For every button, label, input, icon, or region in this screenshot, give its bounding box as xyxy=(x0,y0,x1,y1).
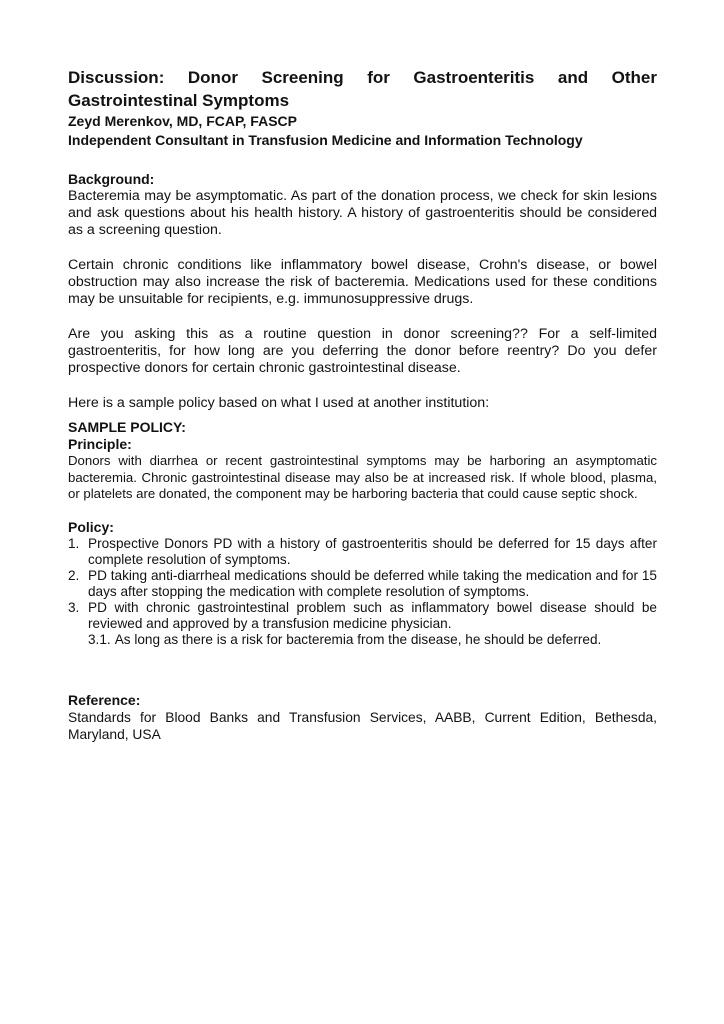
policy-heading: Policy: xyxy=(68,518,114,535)
reference-heading: Reference: xyxy=(68,691,141,708)
document-title: Discussion: Donor Screening for Gastroenteritis and Other Gastrointestinal Symptoms xyxy=(68,68,657,110)
policy-item-number: 1. xyxy=(68,535,80,551)
policy-subitem-text: As long as there is a risk for bacteremia from the disease, he should be deferred. xyxy=(114,631,602,647)
sample-policy-heading: SAMPLE POLICY: xyxy=(68,419,186,435)
background-paragraph: Certain chronic conditions like inflammatory bowel disease, Crohn's disease, or bowel obstruction may also increase the risk of bacteremia. Medications used for these conditions may be unsuitable for recipients, e.g. immunosuppressive drugs. xyxy=(68,257,657,307)
policy-list xyxy=(68,536,657,648)
principle-heading: Principle: xyxy=(68,436,132,452)
sample-intro-paragraph: Here is a sample policy based on what I used at another institution: xyxy=(68,395,490,411)
policy-item xyxy=(68,600,657,632)
policy-subitem xyxy=(68,632,657,648)
reference-section xyxy=(68,692,657,743)
background-heading: Background: xyxy=(68,171,155,187)
policy-item-text: Prospective Donors PD with a history of gastroenteritis should be deferred for 15 days after complete resolution of symptoms. xyxy=(88,535,657,567)
policy-item-number: 2. xyxy=(68,567,80,583)
policy-item xyxy=(68,568,657,600)
background-paragraph: Are you asking this as a routine question in donor screening?? For a self-limited gastroenteritis, for how long are you deferring the donor before reentry? Do you defer prospective donors for certain chronic gastrointestinal disease. xyxy=(68,326,657,376)
policy-item-number: 3. xyxy=(68,599,80,615)
author-line: Zeyd Merenkov, MD, FCAP, FASCP xyxy=(68,113,297,129)
reference-paragraph: Standards for Blood Banks and Transfusion Services, AABB, Current Edition, Bethesda, Maryland, USA xyxy=(68,709,657,742)
policy-item xyxy=(68,536,657,568)
policy-item-text: PD with chronic gastrointestinal problem such as inflammatory bowel disease should be reviewed and approved by a transfusion medicine physician. xyxy=(88,599,657,631)
background-section xyxy=(68,171,657,412)
principle-paragraph: Donors with diarrhea or recent gastrointestinal symptoms may be harboring an asymptomatic bacteremia. Chronic gastrointestinal disease may also be at increased risk. If whole blood, plasma, or platelets are donated, the component may be harboring bacteria that could cause septic shock. xyxy=(68,453,657,501)
sample-policy-section xyxy=(68,419,657,648)
policy-item-text: PD taking anti-diarrheal medications should be deferred while taking the medication and for 15 days after stopping the medication with complete resolution of symptoms. xyxy=(88,567,657,599)
affiliation-line: Independent Consultant in Transfusion Medicine and Information Technology xyxy=(68,132,583,148)
policy-subitem-number: 3.1. xyxy=(88,631,111,647)
background-paragraph: Bacteremia may be asymptomatic. As part of the donation process, we check for skin lesions and ask questions about his health history. A history of gastroenteritis should be considered as a screening question. xyxy=(68,188,657,238)
